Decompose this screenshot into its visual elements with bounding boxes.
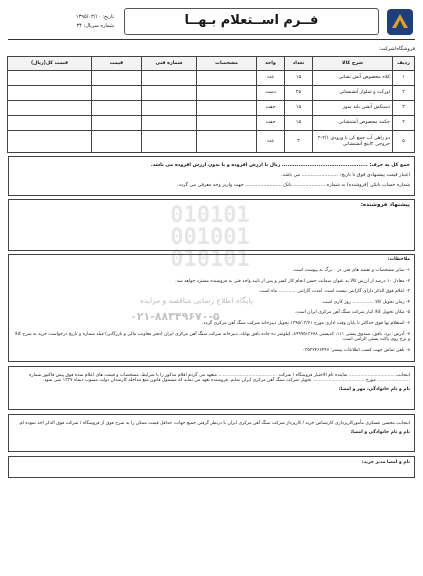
seller-commitment-text: اینجانب ................................ نماینده تام الاختیار فروشگاه / شرکت ......................................... متعهد می گردم اقلام مذکور را با شرایط، مشخصات و قیمت های اعلام شده فوق پیش فاکتور شماره ....................... مورخ .................................... تحویل شرکت سنگ آهن مرکزی ایران نمایم. فروشنده تعهد می نماید که مشمول قانون منع مداخله کارمندان دولت مصوب دیماه ۱۳۳۷ نمی شود. <box>29 372 410 384</box>
watermark-site-text: پایگاه اطلاع رسانی مناقصه و مزایده <box>140 296 253 305</box>
watermark-digits: 010101 <box>170 203 250 228</box>
watermark-digits: 010101 <box>170 247 250 272</box>
seller-offer-title: پیشنهاد فروشنده: <box>360 202 410 209</box>
table-row <box>8 131 415 153</box>
row-total <box>8 71 92 86</box>
row-technical-number <box>142 71 197 86</box>
buyer-signature-label: نام و نام خانوادگی و امضا: <box>350 430 410 436</box>
row-number: ۱ <box>393 71 415 86</box>
row-unit: عدد <box>257 131 285 153</box>
note-item: ۱- سایر مشخصات و نقشه های فنی در ۰ برگ به پیوست است. <box>292 267 410 273</box>
row-price <box>92 71 142 86</box>
row-quantity: ۱۵ <box>285 116 313 131</box>
header-total-price: قیمت کل(ریال) <box>8 57 92 71</box>
header-specs: مشخصات <box>197 57 257 71</box>
bank-account-line: شماره حساب بانکی (فروشنده) به شماره ..................... بانک ........................ جهت واریز وجه معرفی می گردد. <box>177 183 410 189</box>
row-specs <box>197 101 257 116</box>
row-quantity: ۳ <box>285 131 313 153</box>
row-technical-number <box>142 86 197 101</box>
row-total <box>8 116 92 131</box>
row-quantity: ۱۵ <box>285 101 313 116</box>
watermark-phone: ۰۲۱-۸۸۳۴۹۶۷۰-۵ <box>130 310 220 323</box>
row-quantity: ۱۵ <box>285 71 313 86</box>
purchase-manager-signature: نام و امضا مدیر خرید: <box>8 456 415 478</box>
buyer-statement <box>8 414 415 451</box>
row-total <box>8 131 92 153</box>
note-item: ۸- تلفن تماس جهت کسب اطلاعات بیشتر: ۰۳۵۳۲۴۶۶۴۴۷ <box>302 347 410 353</box>
row-price <box>92 86 142 101</box>
table-row <box>8 71 415 86</box>
row-unit: عدد <box>257 71 285 86</box>
row-unit: جفت <box>257 116 285 131</box>
row-quantity: ۲۵ <box>285 86 313 101</box>
row-technical-number <box>142 131 197 153</box>
total-in-words: جمع کل به حرف: ............................................... ریال با ارزش افزوده و یا بدون ارزش افزوده می باشد. <box>150 163 410 169</box>
row-description: چکمه محصوص آتشنشانی <box>313 116 393 131</box>
items-table <box>7 56 415 153</box>
note-item: ۲- معادل ۱۰ درصد از ارزش کالا به عنوان ضمانت حسن انجام کار کسر و پس از تایید واحد فنی به فروشنده مسترد خواهد شد. <box>175 278 410 284</box>
note-item: ۷- آدرس: یزد، بافق، صندوق پستی ۱۱۱، کدپستی ۸۹۹۹۵۱۳۶۷۸، کیلومتر ده جاده بافق بهاباد، دبیرخانه شرکت سنگ آهن مرکزی ایران (دفتر معاونت مالی و بازرگانی) فیلد شماره و تاریخ درخواست خرید به شرح کالا و نرخ روی پاکت پستی الزامی است. <box>14 331 410 343</box>
table-row <box>8 101 415 116</box>
seller-label: فروشگاه/شرکت: <box>378 46 415 52</box>
row-total <box>8 101 92 116</box>
row-number: ۳ <box>393 101 415 116</box>
header <box>8 4 415 40</box>
row-specs <box>197 131 257 153</box>
table-header-row <box>8 57 415 71</box>
note-item: ۳- اعلام فوق الذکر دارای گارانتی نیست است. امدت گارانتی ............ ماه است. <box>258 289 410 295</box>
table-row <box>8 86 415 101</box>
row-technical-number <box>142 116 197 131</box>
header-price: قیمت <box>92 57 142 71</box>
header-quantity: تعداد <box>285 57 313 71</box>
serial-label: شماره سریال: ۳۴ <box>76 22 114 29</box>
seller-signature-label: نام و نام خانوادگی، مهر و امضا: <box>338 386 410 392</box>
row-total <box>8 86 92 101</box>
row-unit: جفت <box>257 101 285 116</box>
notes-title: ملاحظات: <box>387 257 410 263</box>
row-number: ۴ <box>393 116 415 131</box>
row-description: دستکش آتشن بلند سوز <box>313 101 393 116</box>
header-technical-number: شماره فنی <box>142 57 197 71</box>
note-item: ۴- زمان تحویل کالا ............... روز کاری است. <box>321 299 410 305</box>
row-description: اورکت و شلوار آتشنشانی <box>313 86 393 101</box>
note-item: ۵- مکان تحویل کالا انبار شرکت سنگ آهن مرکزی ایران است. <box>294 310 410 316</box>
row-price <box>92 116 142 131</box>
row-price <box>92 101 142 116</box>
row-price <box>92 131 142 153</box>
seller-commitment <box>8 366 415 411</box>
notes-box <box>8 254 415 361</box>
seller-offer-box <box>8 199 415 251</box>
table-row <box>8 116 415 131</box>
form-title: فــرم اســتعلام بـهــا <box>124 8 379 34</box>
date-label: تاریخ: ۱۳۹۵/۰۳/۱۰ <box>75 14 114 21</box>
watermark-digits: 001001 <box>170 225 250 250</box>
header-meta <box>8 12 118 31</box>
header-unit: واحد <box>257 57 285 71</box>
row-specs <box>197 116 257 131</box>
row-number: ۵ <box>393 131 415 153</box>
row-description: دو راهی آب جمع کن با ورودی ۲/۱-۲ خروجی ۲اینچ آتشنشانی <box>313 131 393 153</box>
header-description: شرح کالا <box>313 57 393 71</box>
company-logo-icon <box>385 7 415 37</box>
header-row-number: ردیف <box>393 57 415 71</box>
row-technical-number <box>142 101 197 116</box>
row-number: ۲ <box>393 86 415 101</box>
validity-line: اعتبار قیمت پیشنهادی فوق تا تاریخ: ........................ می باشد. <box>281 173 410 179</box>
row-specs <box>197 71 257 86</box>
totals-box <box>8 156 415 196</box>
row-specs <box>197 86 257 101</box>
buyer-statement-text: اینجانب محسن عسکری مأمورکارپردازی کارشناس خرید / کارپرداز شرکت سنگ آهن مرکزی ایران با درنظر گرفتن جمیع جهات، حداقل قیمت ممکن را به شرح فوق از فروشگاه / شرکت فوق الذکر اخذ نموده ام. <box>18 421 410 427</box>
row-unit: دست <box>257 86 285 101</box>
note-item: ۶- استعلام بها فوق حداکثر تا پایان وقت اداری مورخ ۱۳۹۵/۰۳/۲۱ تحویل دبیرخانه شرکت سنگ آهن مرکزی گردد. <box>202 321 410 327</box>
row-description: کلاه محصوص آتش نشانی <box>313 71 393 86</box>
